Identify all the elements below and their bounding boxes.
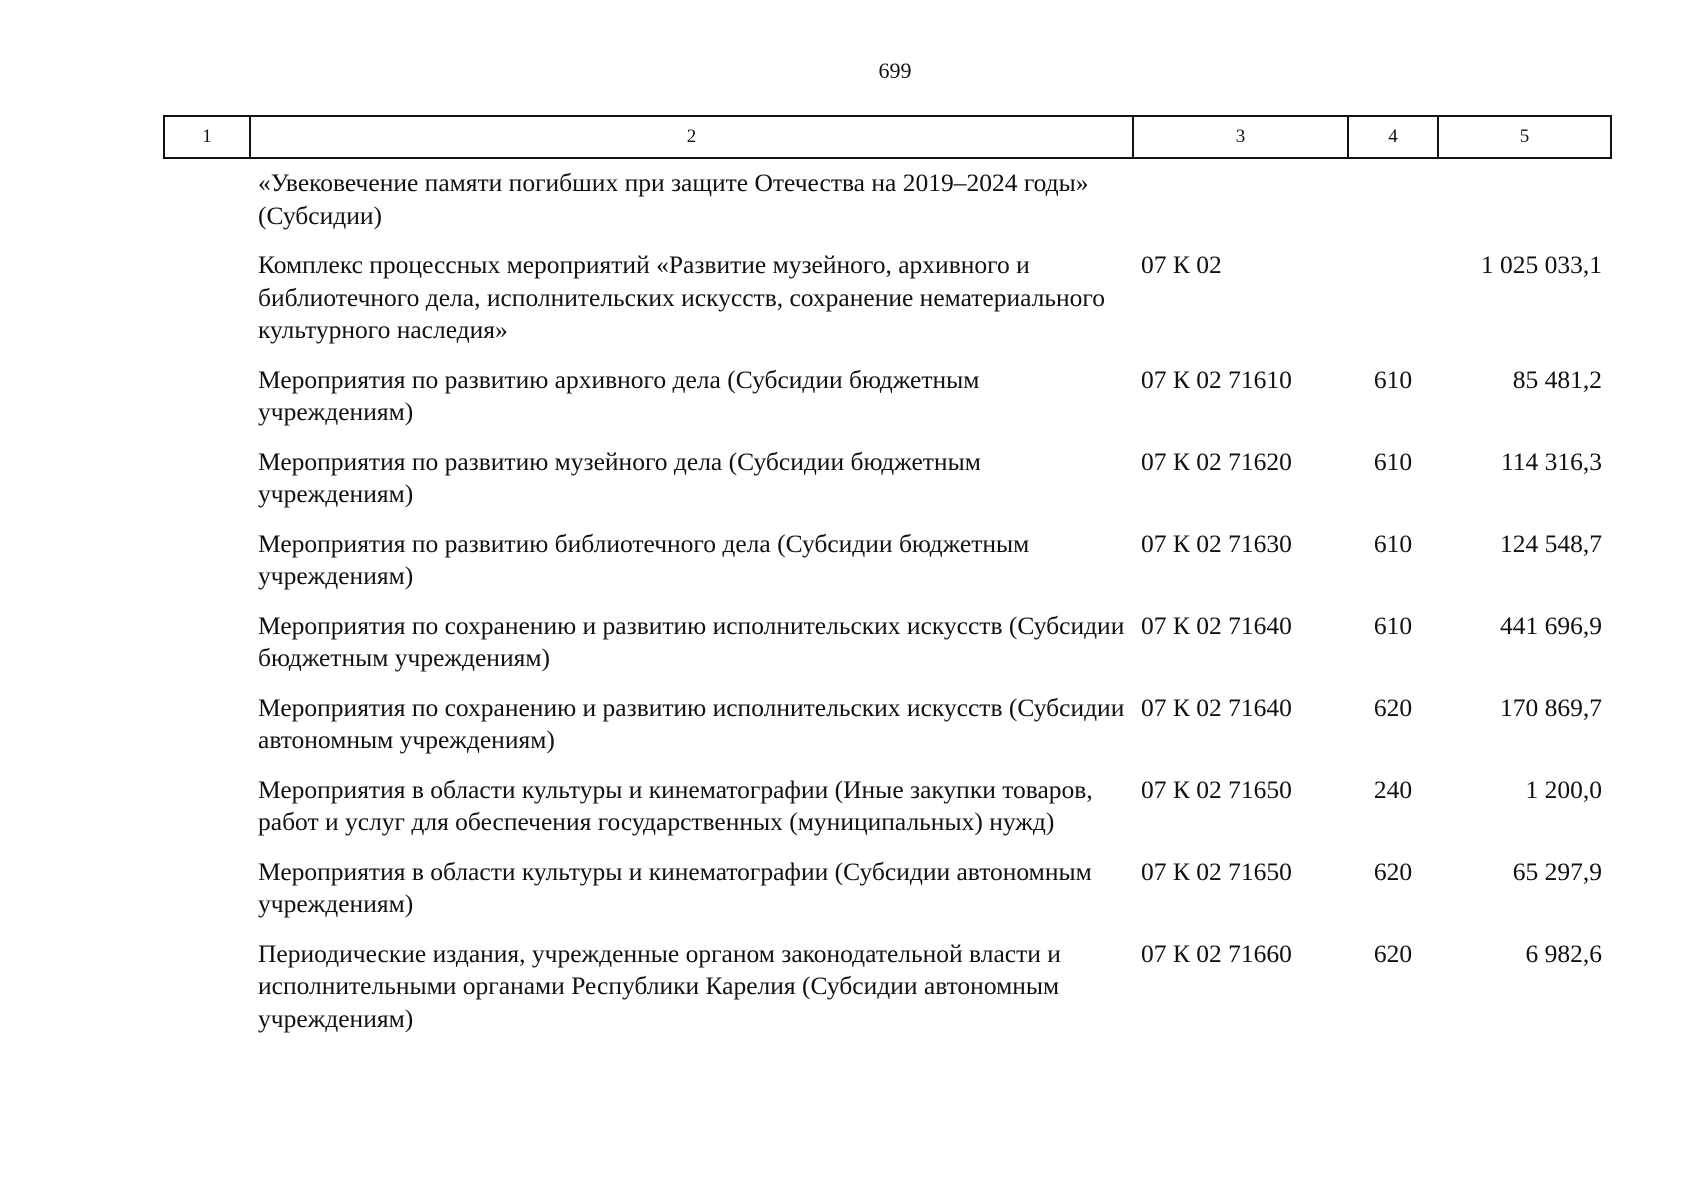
amount: 6 982,6 [1525, 938, 1602, 968]
row-number-cell [164, 446, 250, 528]
table-header [164, 116, 1611, 158]
row-number-cell [164, 774, 250, 856]
item-name: Мероприятия в области культуры и кинематографии (Субсидии автономным учреждениям) [258, 856, 1092, 918]
item-name: Периодические издания, учрежденные органом законодательной власти и исполнительными органами Республики Карелия (Субсидии автономным учреждениям) [258, 938, 1061, 1033]
table-row [164, 528, 1611, 610]
target-article-code: 07 К 02 71640 [1141, 692, 1292, 722]
expense-type-code: 240 [1373, 774, 1413, 804]
row-number-cell [164, 364, 250, 446]
table-row [164, 692, 1611, 774]
item-name: Мероприятия по сохранению и развитию исполнительских искусств (Субсидии бюджетным учреждениям) [258, 610, 1125, 672]
amount: 85 481,2 [1512, 364, 1602, 394]
table-row [164, 938, 1611, 1053]
target-article-code [1133, 158, 1348, 249]
amount: 170 869,7 [1500, 692, 1602, 722]
target-article-code: 07 К 02 71610 [1141, 364, 1292, 394]
amount: 65 297,9 [1512, 856, 1602, 886]
item-name: Мероприятия по сохранению и развитию исполнительских искусств (Субсидии автономным учреждениям) [258, 692, 1125, 754]
table-row [164, 249, 1611, 364]
header-col-5: 5 [1438, 116, 1611, 158]
table-row [164, 774, 1611, 856]
item-name: Мероприятия в области культуры и кинематографии (Иные закупки товаров, работ и услуг для обеспечения государственных (муниципальных) нужд) [258, 774, 1093, 836]
expense-type-code: 620 [1373, 692, 1413, 722]
header-row [164, 116, 1611, 158]
header-col-3: 3 [1133, 116, 1348, 158]
amount: 1 200,0 [1525, 774, 1602, 804]
amount [1438, 158, 1611, 249]
target-article-code: 07 К 02 [1141, 250, 1222, 279]
row-number-cell [164, 249, 250, 364]
target-article-code: 07 К 02 71630 [1141, 528, 1292, 558]
row-number-cell [164, 692, 250, 774]
budget-table [163, 115, 1612, 1052]
row-number-cell [164, 856, 250, 938]
row-number-cell [164, 528, 250, 610]
item-name: Комплекс процессных мероприятий «Развитие музейного, архивного и библиотечного дела, исполнительских искусств, сохранение нематериального культурного наследия» [258, 250, 1105, 344]
expense-type-code: 620 [1373, 938, 1413, 968]
target-article-code: 07 К 02 71650 [1141, 856, 1292, 886]
item-name: Мероприятия по развитию музейного дела (Субсидии бюджетным учреждениям) [258, 446, 981, 508]
expense-type-code: 610 [1373, 528, 1413, 558]
expense-type-code: 610 [1373, 364, 1413, 394]
target-article-code: 07 К 02 71660 [1141, 938, 1292, 968]
target-article-code: 07 К 02 71640 [1141, 610, 1292, 640]
item-name: Мероприятия по развитию архивного дела (Субсидии бюджетным учреждениям) [258, 364, 980, 426]
amount: 114 316,3 [1500, 446, 1602, 476]
target-article-code: 07 К 02 71620 [1141, 446, 1292, 476]
table-row [164, 610, 1611, 692]
amount: 124 548,7 [1500, 528, 1602, 558]
expense-type-code [1348, 158, 1438, 249]
header-col-1: 1 [164, 116, 250, 158]
header-col-2: 2 [250, 116, 1133, 158]
expense-type-code: 610 [1373, 610, 1413, 640]
amount: 1 025 033,1 [1480, 250, 1602, 279]
table-row [164, 158, 1611, 249]
table-body [164, 158, 1611, 1052]
target-article-code: 07 К 02 71650 [1141, 774, 1292, 804]
row-number-cell [164, 938, 250, 1053]
expense-type-code: 610 [1373, 446, 1413, 476]
item-name: Мероприятия по развитию библиотечного дела (Субсидии бюджетным учреждениям) [258, 528, 1030, 590]
item-name: «Увековечение памяти погибших при защите Отечества на 2019–2024 годы» (Субсидии) [258, 168, 1089, 230]
expense-type-code: 620 [1373, 856, 1413, 886]
row-number-cell [164, 610, 250, 692]
page-number: 699 [878, 58, 912, 83]
amount: 441 696,9 [1500, 610, 1602, 640]
row-number-cell [164, 158, 250, 249]
expense-type-code [1348, 249, 1438, 364]
table-row [164, 364, 1611, 446]
header-col-4: 4 [1348, 116, 1438, 158]
table-row [164, 856, 1611, 938]
table-row [164, 446, 1611, 528]
